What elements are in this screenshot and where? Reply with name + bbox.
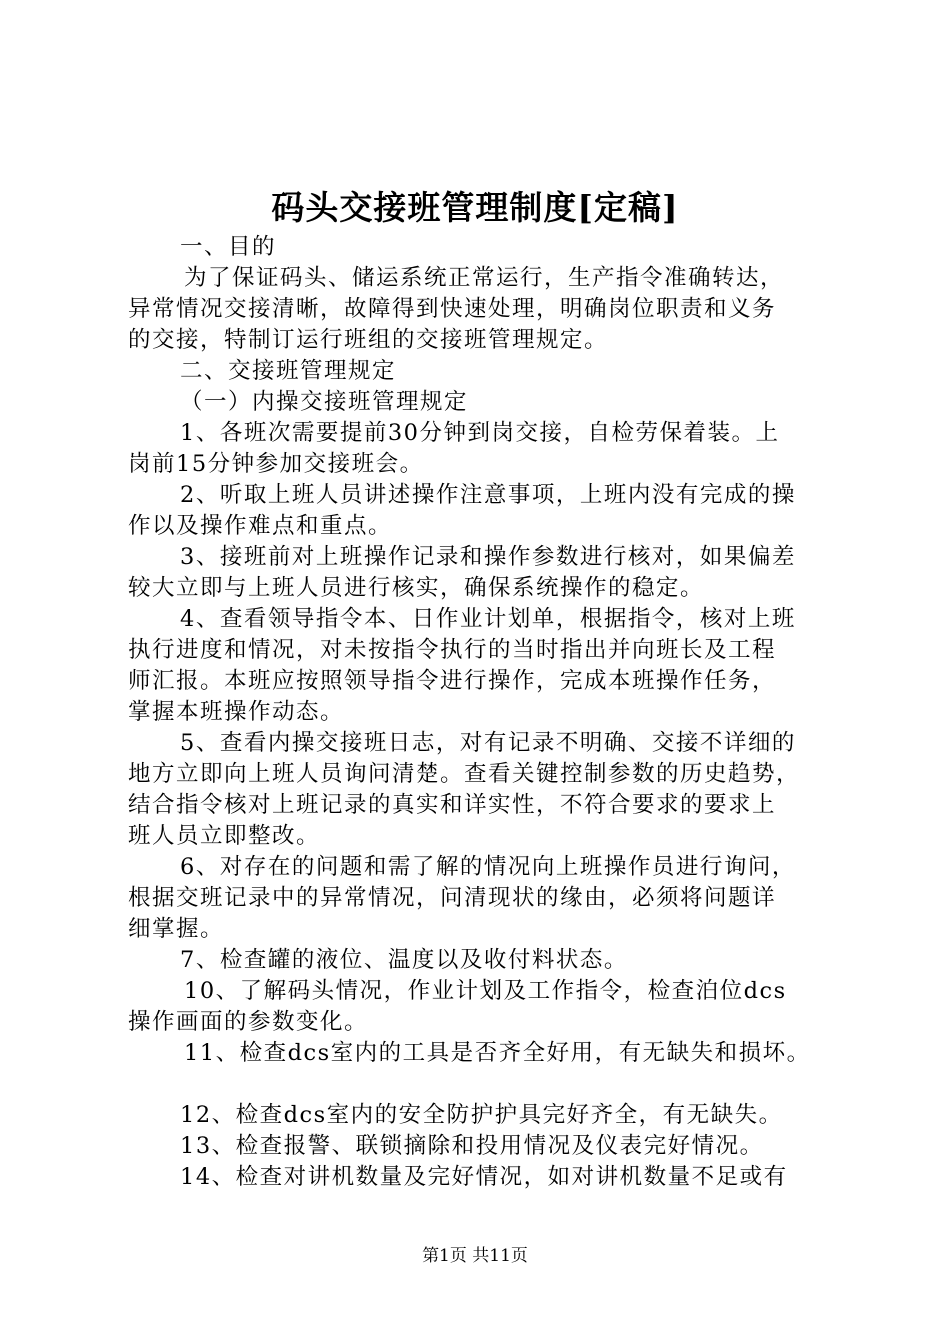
- list-item-line: 11、检查dcs室内的工具是否齐全好用，有无缺失和损坏。: [184, 1040, 811, 1066]
- list-item-line: 6、对存在的问题和需了解的情况向上班操作员进行询问，: [180, 854, 796, 880]
- list-item-line: 14、检查对讲机数量及完好情况，如对讲机数量不足或有: [180, 1164, 788, 1190]
- list-item-line: 执行进度和情况，对未按指令执行的当时指出并向班长及工程: [128, 637, 777, 663]
- list-item-line: 12、检查dcs室内的安全防护护具完好齐全，有无缺失。: [180, 1102, 783, 1128]
- section-heading-purpose: 一、目的: [180, 234, 277, 260]
- list-item-line: 师汇报。本班应按照领导指令进行操作，完成本班操作任务，: [128, 668, 777, 694]
- list-item-line: 4、查看领导指令本、日作业计划单，根据指令，核对上班: [180, 606, 796, 632]
- list-item-line: 较大立即与上班人员进行核实，确保系统操作的稳定。: [128, 575, 705, 601]
- blank-line: [128, 1069, 838, 1100]
- list-item-line: 班人员立即整改。: [128, 823, 321, 849]
- paragraph-line: 为了保证码头、储运系统正常运行，生产指令准确转达，: [184, 265, 785, 291]
- page-number-footer: 第1页 共11页: [422, 1246, 528, 1266]
- document-body: [128, 232, 838, 1193]
- list-item-line: 3、接班前对上班操作记录和操作参数进行核对，如果偏差: [180, 544, 796, 570]
- list-item-line: 2、听取上班人员讲述操作注意事项，上班内没有完成的操: [180, 482, 796, 508]
- subsection-heading-inner-operation: （一）内操交接班管理规定: [180, 389, 469, 415]
- list-item-line: 结合指令核对上班记录的真实和详实性，不符合要求的要求上: [128, 792, 777, 818]
- list-item-line: 作以及操作难点和重点。: [128, 513, 393, 539]
- section-heading-rules: 二、交接班管理规定: [180, 358, 397, 384]
- list-item-line: 地方立即向上班人员询问清楚。查看关键控制参数的历史趋势，: [128, 761, 801, 787]
- document-title: 码头交接班管理制度[定稿]: [271, 188, 679, 227]
- list-item-line: 岗前15分钟参加交接班会。: [128, 451, 424, 477]
- list-item-line: 掌握本班操作动态。: [128, 699, 345, 725]
- list-item-line: 细掌握。: [128, 916, 225, 942]
- list-item-line: 13、检查报警、联锁摘除和投用情况及仪表完好情况。: [180, 1133, 764, 1159]
- list-item-line: 根据交班记录中的异常情况，问清现状的缘由，必须将问题详: [128, 885, 777, 911]
- paragraph-line: 异常情况交接清晰，故障得到快速处理，明确岗位职责和义务: [128, 296, 777, 322]
- list-item-line: 10、了解码头情况，作业计划及工作指令，检查泊位dcs: [184, 978, 787, 1004]
- list-item-line: 1、各班次需要提前30分钟到岗交接，自检劳保着装。上: [180, 420, 780, 446]
- list-item-line: 5、查看内操交接班日志，对有记录不明确、交接不详细的: [180, 730, 796, 756]
- list-item-line: 7、检查罐的液位、温度以及收付料状态。: [180, 947, 628, 973]
- paragraph-line: 的交接，特制订运行班组的交接班管理规定。: [128, 327, 609, 353]
- list-item-line: 操作画面的参数变化。: [128, 1009, 369, 1035]
